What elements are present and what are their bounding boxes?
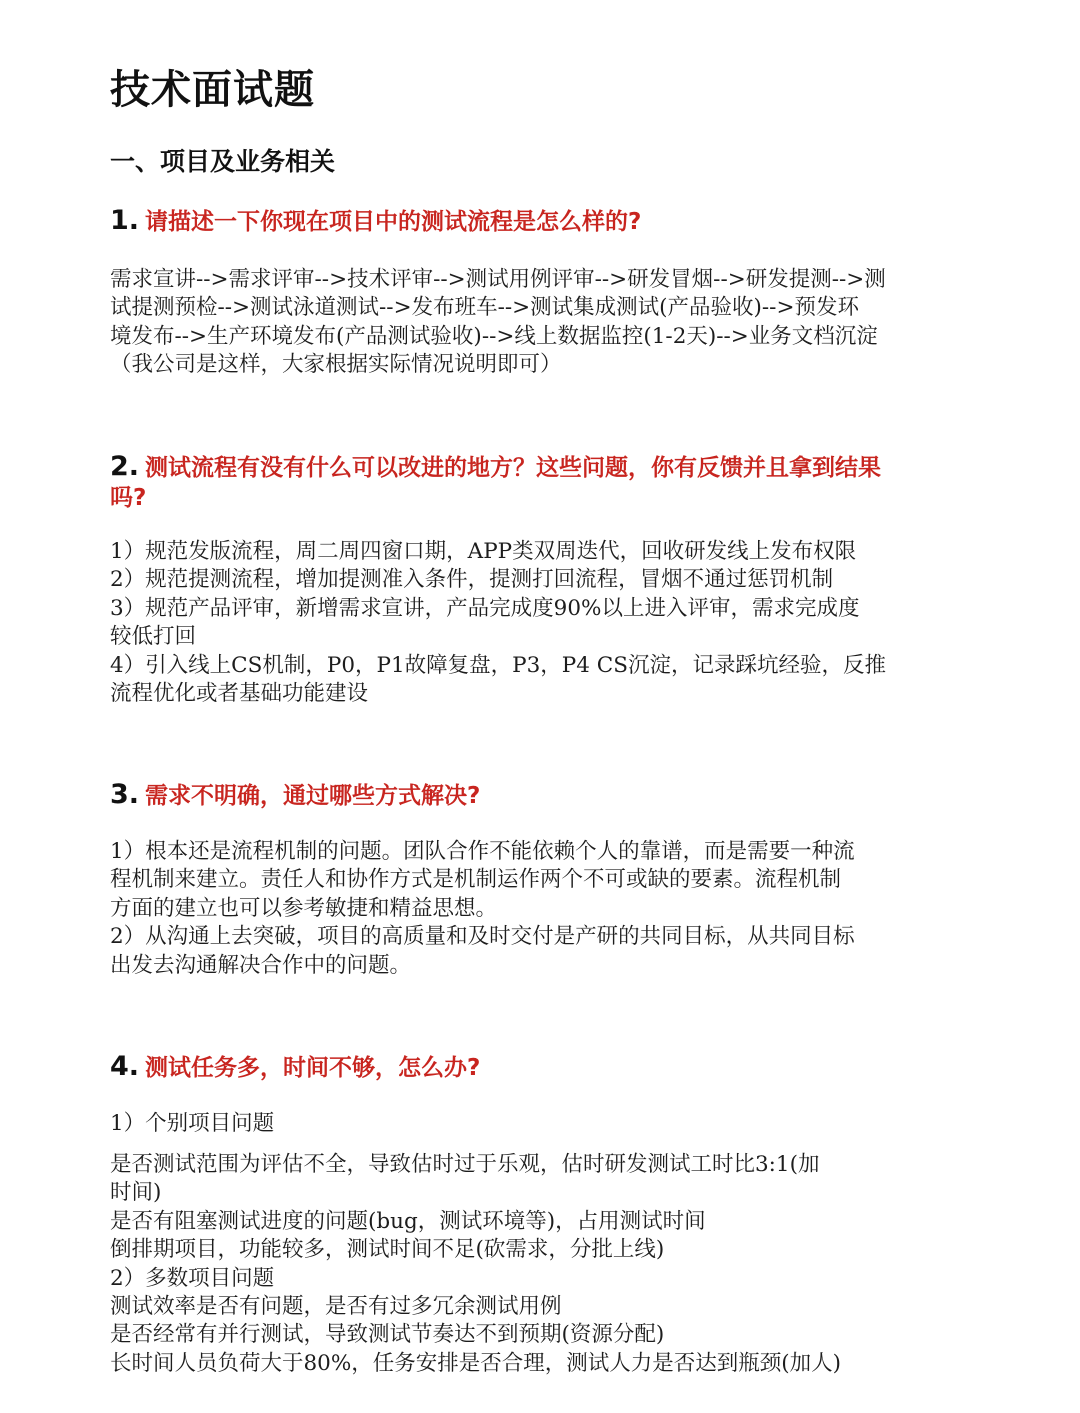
- question-text: 请描述一下你现在项目中的测试流程是怎么样的?: [145, 209, 642, 235]
- answer-4-sub1: [110, 1151, 945, 1378]
- question-number: 2.: [110, 451, 140, 482]
- answer-1: [110, 266, 945, 380]
- question-2: [110, 452, 945, 513]
- answer-line: 需求宣讲-->需求评审-->技术评审-->测试用例评审-->研发冒烟-->研发提测-->测: [110, 267, 886, 292]
- answer-line: 境发布-->生产环境发布(产品测试验收)-->线上数据监控(1-2天)-->业务文档沉淀: [110, 323, 878, 349]
- answer-line: 试提测预检-->测试泳道测试-->发布班车-->测试集成测试(产品验收)-->预发环: [110, 295, 859, 321]
- answer-line: 倒排期项目，功能较多，测试时间不足(砍需求，分批上线): [110, 1237, 665, 1263]
- answer-line: 较低打回: [110, 624, 197, 650]
- answer-line: 1）根本还是流程机制的问题。团队合作不能依赖个人的靠谱，而是需要一种流: [110, 839, 855, 864]
- question-number: 3.: [110, 779, 140, 810]
- question-1: [110, 206, 945, 237]
- section-title: 一、项目及业务相关: [110, 147, 336, 176]
- answer-2: [110, 538, 945, 708]
- question-number: 1.: [110, 205, 140, 236]
- answer-line: 是否经常有并行测试，导致测试节奏达不到预期(资源分配): [110, 1322, 665, 1348]
- question-text: 需求不明确，通过哪些方式解决?: [145, 783, 481, 809]
- question-number: 4.: [110, 1051, 140, 1082]
- answer-line: 时间): [110, 1180, 162, 1206]
- sub-heading: 2）多数项目问题: [110, 1265, 275, 1291]
- question-3: [110, 780, 945, 811]
- answer-line: 出发去沟通解决合作中的问题。: [110, 952, 412, 978]
- answer-line: 流程优化或者基础功能建设: [110, 681, 369, 707]
- answer-line: 测试效率是否有问题，是否有过多冗余测试用例: [110, 1294, 562, 1320]
- answer-4-sub1-heading: [110, 1110, 945, 1138]
- answer-line: 是否有阻塞测试进度的问题(bug，测试环境等)，占用测试时间: [110, 1208, 706, 1234]
- answer-3: [110, 838, 945, 980]
- answer-line: 程机制来建立。责任人和协作方式是机制运作两个不可或缺的要素。流程机制: [110, 867, 842, 893]
- answer-line: 2）规范提测流程，增加提测准入条件，提测打回流程，冒烟不通过惩罚机制: [110, 567, 834, 593]
- question-4: [110, 1052, 945, 1083]
- answer-line: 是否测试范围为评估不全，导致估时过于乐观，估时研发测试工时比3:1(加: [110, 1152, 820, 1177]
- question-text-continued: 吗?: [110, 485, 147, 511]
- answer-line: 3）规范产品评审，新增需求宣讲，产品完成度90%以上进入评审，需求完成度: [110, 595, 860, 621]
- sub-heading: 1）个别项目问题: [110, 1111, 275, 1136]
- answer-line: 4）引入线上CS机制，P0，P1故障复盘，P3，P4 CS沉淀，记录踩坑经验，反推: [110, 652, 886, 678]
- page-title: 技术面试题: [110, 67, 315, 113]
- answer-line: 1）规范发版流程，周二周四窗口期，APP类双周迭代，回收研发线上发布权限: [110, 539, 857, 564]
- question-text: 测试任务多，时间不够，怎么办?: [145, 1055, 481, 1081]
- answer-line: （我公司是这样，大家根据实际情况说明即可）: [110, 352, 562, 378]
- answer-line: 2）从沟通上去突破，项目的高质量和及时交付是产研的共同目标，从共同目标: [110, 924, 855, 950]
- answer-line: 长时间人员负荷大于80%，任务安排是否合理，测试人力是否达到瓶颈(加人): [110, 1350, 842, 1376]
- answer-line: 方面的建立也可以参考敏捷和精益思想。: [110, 895, 498, 921]
- question-text: 测试流程有没有什么可以改进的地方？这些问题，你有反馈并且拿到结果: [145, 455, 882, 481]
